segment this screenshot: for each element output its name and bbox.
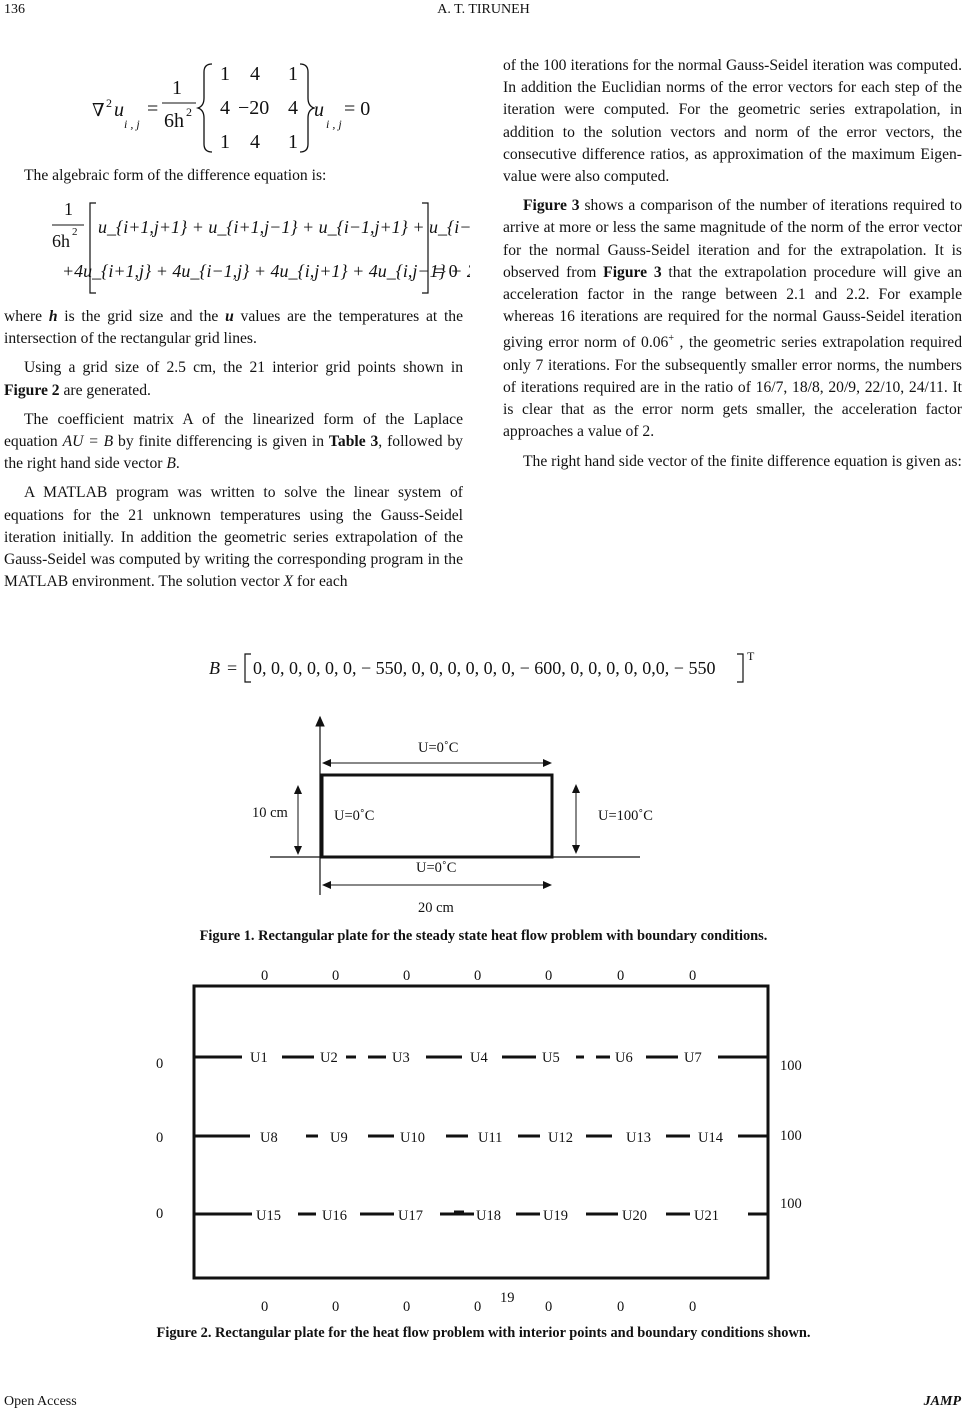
fig2-top-4: 0: [545, 968, 553, 984]
equation-1-svg: [90, 58, 470, 158]
fig1-right-label: U=100˚C: [598, 808, 653, 824]
fig2-stray-label: 19: [500, 1290, 515, 1306]
vector-transpose: T: [747, 649, 755, 663]
paragraph-matlab: A MATLAB program was written to solve the linear system of equations for the 21 unknown temperatures using the Gauss-Seidel iteration initially. In addition the geometric series extrapolation of the Gauss-Seidel was computed by writing the corresponding program in the MATLAB environment. The solution vector X for each: [4, 484, 463, 591]
fig2-node-U6: U6: [615, 1050, 633, 1066]
fig2-node-U15: U15: [256, 1208, 281, 1224]
paragraph-algebraic-form: The algebraic form of the difference equation is:: [24, 167, 327, 184]
fig2-bottom-2: 0: [403, 1299, 411, 1315]
fig2-node-U10: U10: [400, 1130, 425, 1146]
eq2-rhs: = 0: [434, 261, 458, 281]
eq1-u: u: [114, 99, 124, 121]
fig2-node-U19: U19: [543, 1208, 568, 1224]
equation-laplacian-stencil: [90, 58, 470, 158]
eq1-rhs-sub: i , j: [326, 117, 342, 131]
eq2-frac-den-sup: 2: [72, 226, 78, 238]
equation-2-svg: [40, 195, 470, 295]
figure-2: [0, 962, 967, 1317]
fig1-width-label: 20 cm: [418, 900, 454, 916]
fig2-right-0: 100: [780, 1058, 802, 1074]
fig2-top-2: 0: [403, 968, 411, 984]
figure-1: [0, 705, 967, 920]
footer-open-access: Open Access: [4, 1394, 77, 1409]
figure-2-ref[interactable]: Figure 2: [4, 381, 60, 399]
paragraph-grid-size: Using a grid size of 2.5 cm, the 21 interior grid points shown in Figure 2 are generated.: [4, 359, 463, 399]
eq1-rhs-eq: = 0: [344, 98, 371, 120]
stencil-r2c2: −20: [238, 97, 270, 119]
eq1-lhs-sub: i , j: [124, 117, 140, 131]
fig2-top-5: 0: [617, 968, 625, 984]
nabla-sup: 2: [106, 96, 112, 110]
figure-1-svg: [0, 705, 967, 920]
fig2-top-1: 0: [332, 968, 340, 984]
eq1-frac-num: 1: [172, 77, 182, 99]
footer-journal: JAMP: [923, 1394, 961, 1409]
paragraph-figure3: Figure 3 shows a comparison of the number of iterations required to arrive at more or less the same magnitude of the norm of the error vector for the normal Gauss-Seidel iteration and for the extrapolation. It is observed from Figure 3 that the extrapolation procedure will give an acceleration factor in the range between 2.1 and 2.2. For example whereas 16 iterations are required for the normal Gauss-Seidel iteration giving error norm of 0.06+ , the geometric series extrapolation required only 7 iterations. For the subsequently smaller error norms, the numbers of iterations required are in the ratio of 16/7, 18/8, 20/9, 22/10, 24/11. It is clear that as the error norm gets smaller, the acceleration factor approaches a value of 2.: [503, 197, 962, 441]
eq1-equals: =: [147, 98, 159, 120]
eq2-line1: u_{i+1,j+1} + u_{i+1,j−1} + u_{i−1,j+1} + u_{i−: [98, 217, 470, 237]
vector-eq: =: [227, 658, 238, 678]
fig1-left-inner-label: U=0˚C: [334, 808, 375, 824]
figure-2-svg: [0, 962, 967, 1317]
fig2-node-U18: U18: [476, 1208, 501, 1224]
fig2-right-2: 100: [780, 1196, 802, 1212]
fig2-node-U21: U21: [694, 1208, 719, 1224]
equation-rhs-vector: [205, 648, 785, 688]
fig2-node-U4: U4: [470, 1050, 488, 1066]
vector-lhs: B: [209, 658, 220, 678]
fig2-bottom-4: 0: [545, 1299, 553, 1315]
stencil-r3c3: 1: [288, 131, 298, 153]
fig2-right-1: 100: [780, 1128, 802, 1144]
paragraph-rhs-vector: The right hand side vector of the finite difference equation is given as:: [523, 452, 962, 470]
figure-3-ref-2[interactable]: Figure 3: [603, 263, 662, 281]
fig2-node-U8: U8: [260, 1130, 278, 1146]
table-3-ref[interactable]: Table 3: [328, 433, 379, 451]
fig1-bottom-inner-label: U=0˚C: [416, 860, 457, 876]
fig2-bottom-6: 0: [689, 1299, 697, 1315]
left-column-body: [4, 306, 463, 593]
fig2-node-U14: U14: [698, 1130, 723, 1146]
stencil-r3c2: 4: [250, 131, 260, 153]
fig2-left-2: 0: [156, 1206, 164, 1222]
figure-2-caption: Figure 2. Rectangular plate for the heat flow problem with interior points and boundary conditions shown.: [156, 1325, 811, 1341]
eq1-frac-den-sup: 2: [186, 105, 192, 119]
fig2-node-U3: U3: [392, 1050, 410, 1066]
vector-eq-svg: [205, 648, 785, 688]
fig2-node-U2: U2: [320, 1050, 338, 1066]
fig2-node-U17: U17: [398, 1208, 423, 1224]
fig2-top-3: 0: [474, 968, 482, 984]
fig2-node-U9: U9: [330, 1130, 348, 1146]
paragraph-coefficient-matrix: The coefficient matrix A of the linearized form of the Laplace equation AU = B by finite differencing is given in Table 3, followed by the right hand side vector B.: [4, 410, 463, 473]
eq2-frac-num: 1: [64, 199, 73, 219]
fig2-node-U13: U13: [626, 1130, 651, 1146]
fig2-left-1: 0: [156, 1130, 164, 1146]
page-number: 136: [4, 2, 25, 17]
figure-3-ref-1[interactable]: Figure 3: [523, 197, 580, 215]
stencil-r2c1: 4: [220, 97, 230, 119]
eq1-frac-den: 6h: [164, 110, 184, 132]
fig2-bottom-1: 0: [332, 1299, 340, 1315]
right-column: [503, 55, 962, 473]
eq1-rhs-u: u: [314, 99, 324, 121]
stencil-r1c1: 1: [220, 63, 230, 85]
fig2-bottom-3: 0: [474, 1299, 482, 1315]
stencil-r1c3: 1: [288, 63, 298, 85]
fig2-top-0: 0: [261, 968, 269, 984]
figure-1-caption: Figure 1. Rectangular plate for the steady state heat flow problem with boundary conditions.: [199, 928, 768, 944]
fig2-node-U16: U16: [322, 1208, 347, 1224]
fig2-top-6: 0: [689, 968, 697, 984]
vector-body: 0, 0, 0, 0, 0, 0, − 550, 0, 0, 0, 0, 0, 0, − 600, 0, 0, 0, 0, 0,0, − 550: [253, 658, 716, 678]
fig2-node-U12: U12: [548, 1130, 573, 1146]
equation-difference: [40, 195, 470, 295]
fig2-node-U1: U1: [250, 1050, 268, 1066]
fig2-left-0: 0: [156, 1056, 164, 1072]
nabla-symbol: ∇: [92, 100, 105, 120]
fig2-node-U20: U20: [622, 1208, 647, 1224]
paragraph-where-h: where h is the grid size and the u values are the temperatures at the intersection of the rectangular grid lines.: [4, 308, 463, 348]
fig2-bottom-0: 0: [261, 1299, 269, 1315]
fig2-node-U7: U7: [684, 1050, 702, 1066]
fig1-height-label: 10 cm: [252, 805, 288, 821]
stencil-r3c1: 1: [220, 131, 230, 153]
eq2-line2: +4u_{i+1,j} + 4u_{i−1,j} + 4u_{i,j+1} + 4u_{i,j−1} −: [62, 261, 463, 281]
fig2-bottom-5: 0: [617, 1299, 625, 1315]
running-title: A. T. TIRUNEH: [437, 2, 530, 17]
stencil-r1c2: 4: [250, 63, 260, 85]
stencil-r2c3: 4: [288, 97, 298, 119]
fig2-node-U11: U11: [478, 1130, 503, 1146]
left-column-top: [4, 165, 463, 187]
fig1-top-label: U=0˚C: [418, 740, 459, 756]
fig2-node-U5: U5: [542, 1050, 560, 1066]
paragraph-iterations: of the 100 iterations for the normal Gauss-Seidel iteration was computed. In addition the Euclidian norms of the error vectors for each step of the iteration were computed. For the geometric series extrapolation, in addition to the solution vectors and norm of the error vectors, the consecutive difference ratios, as approximation of the maximum Eigen-value were also computed.: [503, 57, 962, 186]
eq2-frac-den: 6h: [52, 231, 70, 251]
